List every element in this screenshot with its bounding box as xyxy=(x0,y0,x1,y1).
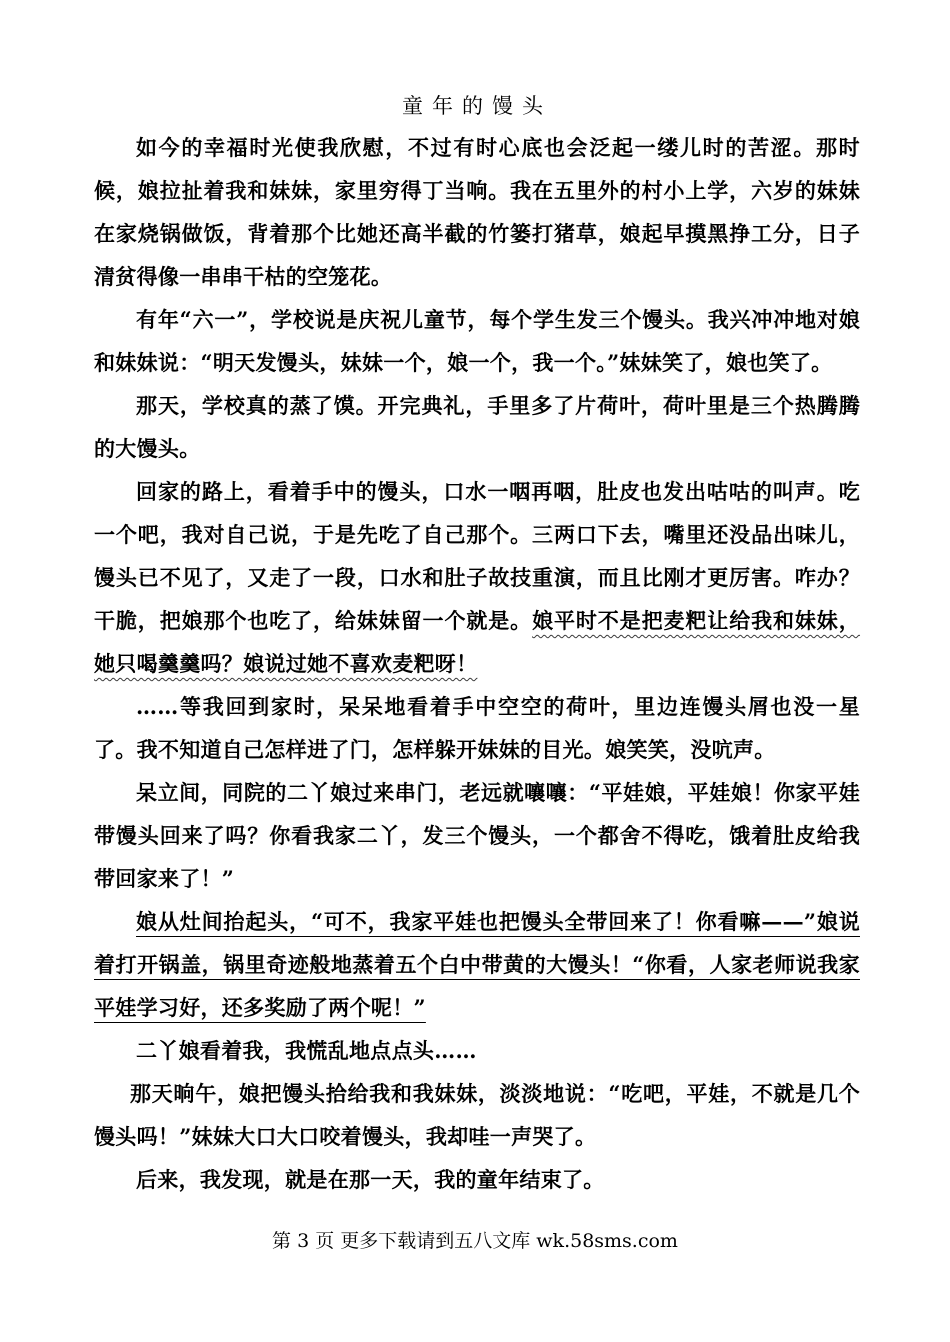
paragraph-4 xyxy=(94,470,860,685)
paragraph-3: 那天，学校真的蒸了馍。开完典礼，手里多了片荷叶，荷叶里是三个热腾腾的大馒头。 xyxy=(94,393,860,461)
paragraph-4-wavy-underlined-text: 娘平时不是把麦粑让给我和妹妹，她只喝羹羹吗？娘说过她不喜欢麦粑呀！ xyxy=(94,608,861,676)
paragraph-2: 有年“六一”，学校说是庆祝儿童节，每个学生发三个馒头。我兴冲冲地对娘和妹妹说：“明天发馒头，妹妹一个，娘一个，我一个。”妹妹笑了，娘也笑了。 xyxy=(94,307,860,375)
paragraph-8: 二丫娘看着我，我慌乱地点点头…… xyxy=(136,1038,477,1063)
paragraph-7-underlined-text: 娘从灶间抬起头，“可不，我家平娃也把馒头全带回来了！你看嘛——”娘说着打开锅盖，锅里奇迹般地蒸着五个白中带黄的大馒头！“你看，人家老师说我家平娃学习好，还多奖励了两个呢！” xyxy=(94,909,860,1020)
paragraph-1: 如今的幸福时光使我欣慰，不过有时心底也会泛起一缕儿时的苦涩。那时候，娘拉扯着我和妹妹，家里穷得丁当响。我在五里外的村小上学，六岁的妹妹在家烧锅做饭，背着那个比她还高半截的竹篓打猪草，娘起早摸黑挣工分，日子清贫得像一串串干枯的空笼花。 xyxy=(94,135,860,289)
paragraph-5: ……等我回到家时，呆呆地看着手中空空的荷叶，里边连馒头屑也没一星了。我不知道自己怎样进了门，怎样躲开妹妹的目光。娘笑笑，没吭声。 xyxy=(94,694,860,762)
paragraph-10: 后来，我发现，就是在那一天，我的童年结束了。 xyxy=(136,1167,605,1192)
paragraph-9: 那天晌午，娘把馒头拾给我和我妹妹，淡淡地说：“吃吧，平娃，不就是几个馒头吗！”妹妹大口大口咬着馒头，我却哇一声哭了。 xyxy=(94,1081,860,1149)
page-title: 童年的馒头 xyxy=(402,94,552,118)
page-footer: 第 3 页 更多下载请到五八文库 wk.58sms.com xyxy=(272,1230,678,1252)
paragraph-7 xyxy=(94,900,860,1029)
document-body xyxy=(94,86,860,1201)
paragraph-4-text: 回家的路上，看着手中的馒头，口水一咽再咽，肚皮也发出咕咕的叫声。吃一个吧，我对自己说，于是先吃了自己那个。三两口下去，嘴里还没品出味儿，馒头已不见了，又走了一段，口水和肚子故技重演，而且比刚才更厉害。咋办？干脆，把娘那个也吃了，给妹妹留一个就是。 xyxy=(94,479,860,633)
paragraph-6: 呆立间，同院的二丫娘过来串门，老远就嚷嚷：“平娃娘，平娃娘！你家平娃带馒头回来了吗？你看我家二丫，发三个馒头，一个都舍不得吃，饿着肚皮给我带回家来了！” xyxy=(94,780,860,891)
